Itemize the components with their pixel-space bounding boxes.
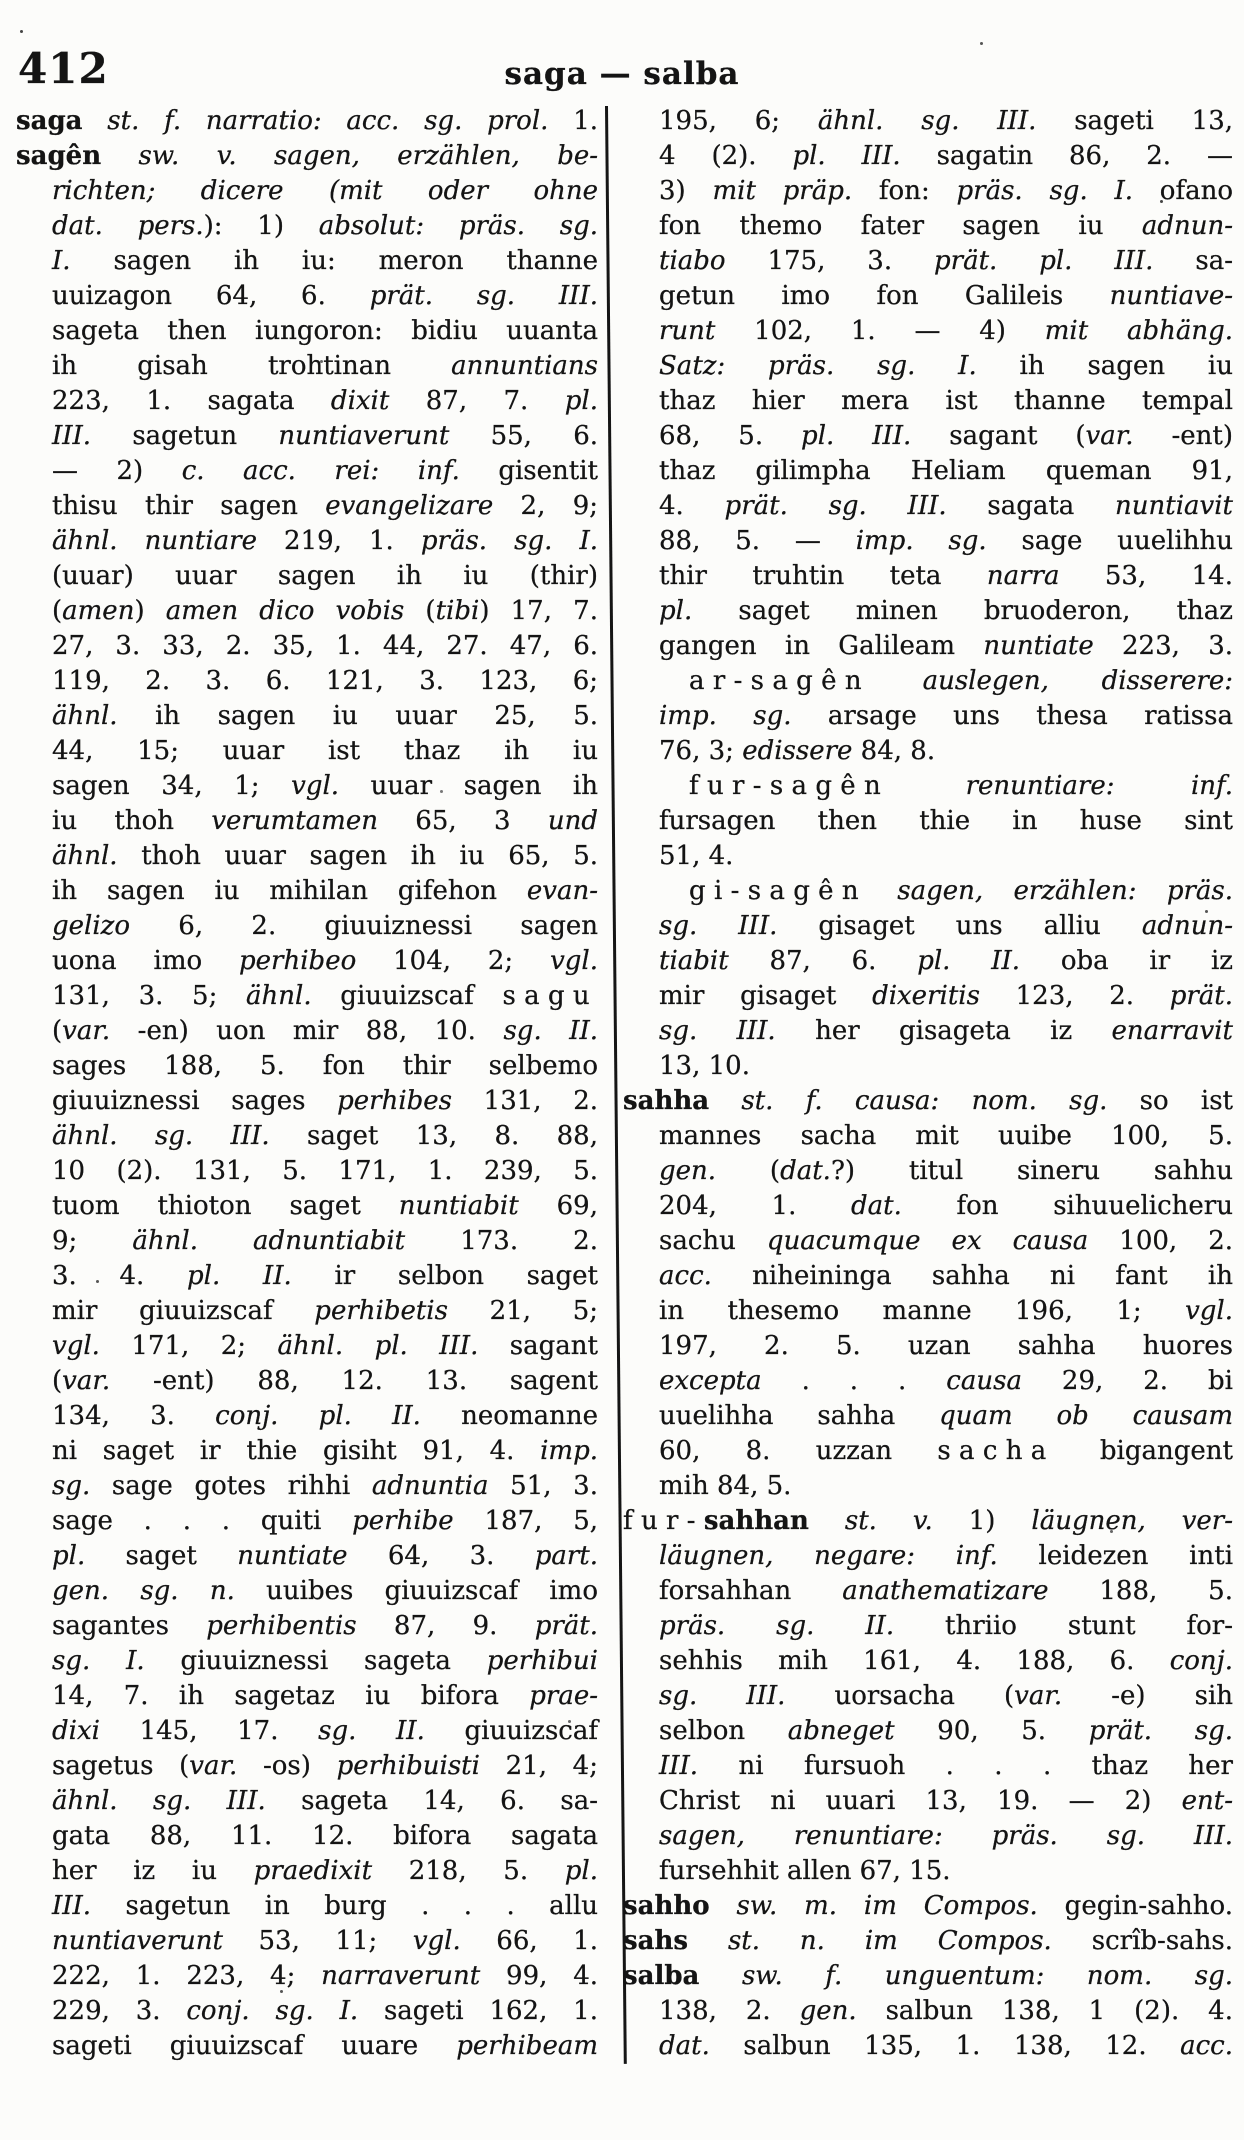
text-line: fon themo fater sagen iu adnun- (659, 211, 1233, 241)
right-column (623, 104, 1233, 2064)
text-line: vgl. 171, 2; ähnl. pl. III. sagant (52, 1331, 598, 1361)
text-line: ähnl. thoh uuar sagen ih iu 65, 5. (52, 841, 598, 871)
text-line: nuntiaverunt 53, 11; vgl. 66, 1. (52, 1926, 598, 1956)
text-line: pl. saget nuntiate 64, 3. part. (52, 1541, 598, 1571)
text-line: (uuar) uuar sagen ih iu (thir) (52, 561, 598, 591)
text-line: pl. saget minen bruoderon, thaz (659, 596, 1233, 626)
text-line: mannes sacha mit uuibe 100, 5. (659, 1121, 1233, 1151)
text-line: 204, 1. dat. fon sihuuelicheru (659, 1191, 1233, 1221)
text-line: sage . . . quiti perhibe 187, 5, (52, 1506, 598, 1536)
text-line: tuom thioton saget nuntiabit 69, (52, 1191, 598, 1221)
text-line: Satz: präs. sg. I. ih sagen iu (659, 351, 1233, 381)
text-line: sg. sage gotes rihhi adnuntia 51, 3. (52, 1471, 598, 1501)
text-line: 197, 2. 5. uzan sahha huores (659, 1331, 1233, 1361)
text-line: dixi 145, 17. sg. II. giuuizscaf (52, 1716, 598, 1746)
text-line: sahha st. f. causa: nom. sg. so ist (623, 1086, 1233, 1116)
text-line: 138, 2. gen. salbun 138, 1 (2). 4. (659, 1996, 1233, 2026)
text-line: ähnl. ih sagen iu uuar 25, 5. (52, 701, 598, 731)
text-line: sg. III. gisaget uns alliu adnun- (659, 911, 1233, 941)
text-line: tiabo 175, 3. prät. pl. III. sa- (659, 246, 1233, 276)
text-line: mir gisaget dixeritis 123, 2. prät. (659, 981, 1233, 1011)
text-line: 131, 3. 5; ähnl. giuuizscaf sagu (52, 981, 598, 1011)
text-line: dat. pers.): 1) absolut: präs. sg. (52, 211, 598, 241)
text-line: fur-sagên renuntiare: inf. (689, 771, 1233, 801)
text-line: sagantes perhibentis 87, 9. prät. (52, 1611, 598, 1641)
text-line: (var. -ent) 88, 12. 13. sagent (52, 1366, 598, 1396)
text-line: thisu thir sagen evangelizare 2, 9; (52, 491, 599, 521)
text-line: sagên sw. v. sagen, erzählen, be- (16, 141, 599, 171)
left-column (16, 104, 598, 2064)
text-line: 14, 7. ih sagetaz iu bifora prae- (52, 1681, 598, 1711)
text-line: excepta . . . causa 29, 2. bi (659, 1366, 1233, 1396)
text-line: uuizagon 64, 6. prät. sg. III. (52, 281, 598, 311)
text-line: 88, 5. — imp. sg. sage uuelihhu (659, 526, 1233, 556)
text-line: 3) mit präp. fon: präs. sg. I. ofano (659, 176, 1233, 206)
text-line: selbon abneget 90, 5. prät. sg. (659, 1716, 1233, 1746)
text-line: sahho sw. m. im Compos. gegin-sahho. (623, 1891, 1233, 1921)
scan-noise-specks (20, 30, 23, 33)
text-line: ni saget ir thie gisiht 91, 4. imp. (52, 1436, 598, 1466)
text-line: Christ ni uuari 13, 19. — 2) ent- (659, 1786, 1233, 1816)
text-line: 4. prät. sg. III. sagata nuntiavit (659, 491, 1233, 521)
text-line: in thesemo manne 196, 1; vgl. (659, 1296, 1233, 1326)
text-line: sachu quacumque ex causa 100, 2. (659, 1226, 1234, 1256)
text-line: sagetus (var. -os) perhibuisti 21, 4; (52, 1751, 598, 1781)
text-line: 195, 6; ähnl. sg. III. sageti 13, (659, 106, 1233, 136)
text-line: iu thoh verumtamen 65, 3 und (52, 806, 599, 836)
text-line: mir giuuizscaf perhibetis 21, 5; (52, 1296, 598, 1326)
text-line: sg. I. giuuiznessi sageta perhibui (52, 1646, 598, 1676)
text-line: 229, 3. conj. sg. I. sageti 162, 1. (52, 1996, 598, 2026)
text-line: präs. sg. II. thriio stunt for- (659, 1611, 1233, 1641)
text-line: richten; dicere (mit oder ohne (52, 176, 598, 206)
text-line: thaz gilimpha Heliam queman 91, (659, 456, 1233, 486)
text-line: (amen) amen dico vobis (tibi) 17, 7. (52, 596, 598, 626)
text-line: fur-sahhan st. v. 1) läugnen, ver- (623, 1506, 1233, 1536)
text-line: sageta then iungoron: bidiu uuanta (52, 316, 598, 346)
text-line: 134, 3. conj. pl. II. neomanne (52, 1401, 598, 1431)
text-line: 3. 4. pl. II. ir selbon saget (52, 1261, 598, 1291)
text-line: gelizo 6, 2. giuuiznessi sagen (52, 911, 598, 941)
text-line: forsahhan anathematizare 188, 5. (659, 1576, 1233, 1606)
text-line: ar-sagên auslegen, disserere: (689, 666, 1233, 696)
text-line: sages 188, 5. fon thir selbemo (52, 1051, 598, 1081)
text-line: 10 (2). 131, 5. 171, 1. 239, 5. (52, 1156, 598, 1186)
text-line: 222, 1. 223, 4; narraverunt 99, 4. (52, 1961, 599, 1991)
text-line: ähnl. nuntiare 219, 1. präs. sg. I. (52, 526, 599, 556)
running-header: saga — salba (504, 56, 740, 92)
text-line: sahs st. n. im Compos. scrîb-sahs. (623, 1926, 1234, 1956)
text-line: 13, 10. (659, 1051, 750, 1081)
text-line: läugnen, negare: inf. leidezen inti (659, 1541, 1234, 1571)
text-line: dat. salbun 135, 1. 138, 12. acc. (659, 2031, 1233, 2061)
text-line: uona imo perhibeo 104, 2; vgl. (52, 946, 598, 976)
text-line: ih gisah trohtinan annuntians (52, 351, 598, 381)
text-line: her iz iu praedixit 218, 5. pl. (52, 1856, 598, 1886)
text-line: III. sagetun nuntiaverunt 55, 6. (52, 421, 598, 451)
text-line: salba sw. f. unguentum: nom. sg. (623, 1961, 1234, 1991)
text-line: 68, 5. pl. III. sagant (var. -ent) (659, 421, 1233, 451)
text-line: mih 84, 5. (659, 1471, 792, 1501)
text-line: fursehhit allen 67, 15. (659, 1856, 951, 1886)
text-line: 51, 4. (659, 841, 734, 871)
text-line: 27, 3. 33, 2. 35, 1. 44, 27. 47, 6. (52, 631, 598, 661)
text-line: gangen in Galileam nuntiate 223, 3. (659, 631, 1234, 661)
text-line: thaz hier mera ist thanne tempal (659, 386, 1233, 416)
text-line: ähnl. sg. III. sageta 14, 6. sa- (52, 1786, 598, 1816)
text-line: imp. sg. arsage uns thesa ratissa (659, 701, 1233, 731)
text-line: ih sagen iu mihilan gifehon evan- (52, 876, 598, 906)
text-line: sagen, renuntiare: präs. sg. III. (659, 1821, 1233, 1851)
text-line: 4 (2). pl. III. sagatin 86, 2. — (659, 141, 1233, 171)
text-line: getun imo fon Galileis nuntiave- (659, 281, 1233, 311)
text-line: giuuiznessi sages perhibes 131, 2. (52, 1086, 598, 1116)
text-line: 44, 15; uuar ist thaz ih iu (52, 736, 598, 766)
text-line: (var. -en) uon mir 88, 10. sg. II. (52, 1016, 599, 1046)
text-line: gi-sagên sagen, erzählen: präs. (689, 876, 1233, 906)
text-line: 223, 1. sagata dixit 87, 7. pl. (52, 386, 598, 416)
text-line: — 2) c. acc. rei: inf. gisentit (52, 456, 598, 486)
page-number: 412 (18, 44, 109, 93)
text-line: sg. III. uorsacha (var. -e) sih (659, 1681, 1234, 1711)
text-line: gen. sg. n. uuibes giuuizscaf imo (52, 1576, 598, 1606)
text-line: III. sagetun in burg . . . allu (52, 1891, 598, 1921)
text-line: fursagen then thie in huse sint (659, 806, 1233, 836)
text-line: runt 102, 1. — 4) mit abhäng. (659, 316, 1233, 346)
text-line: III. ni fursuoh . . . thaz her (659, 1751, 1233, 1781)
text-line: sehhis mih 161, 4. 188, 6. conj. (659, 1646, 1233, 1676)
text-line: sagen 34, 1; vgl. uuar sagen ih (52, 771, 598, 801)
text-line: gata 88, 11. 12. bifora sagata (52, 1821, 598, 1851)
text-line: acc. niheininga sahha ni fant ih (659, 1261, 1233, 1291)
text-line: sageti giuuizscaf uuare perhibeam (52, 2031, 598, 2061)
text-line: sg. III. her gisageta iz enarravit (659, 1016, 1233, 1046)
text-line: 119, 2. 3. 6. 121, 3. 123, 6; (52, 666, 598, 696)
text-line: thir truhtin teta narra 53, 14. (659, 561, 1233, 591)
text-line: tiabit 87, 6. pl. II. oba ir iz (659, 946, 1233, 976)
text-line: ähnl. sg. III. saget 13, 8. 88, (52, 1121, 598, 1151)
text-line: uuelihha sahha quam ob causam (659, 1401, 1233, 1431)
text-line: gen. (dat.?) titul sineru sahhu (659, 1156, 1233, 1186)
text-line: 9; ähnl. adnuntiabit 173. 2. (52, 1226, 598, 1256)
text-line: I. sagen ih iu: meron thanne (52, 246, 598, 276)
text-line: 76, 3; edissere 84, 8. (659, 736, 936, 766)
text-line: 60, 8. uzzan sacha bigangent (659, 1436, 1233, 1466)
text-line: saga st. f. narratio: acc. sg. prol. 1. (16, 106, 599, 136)
